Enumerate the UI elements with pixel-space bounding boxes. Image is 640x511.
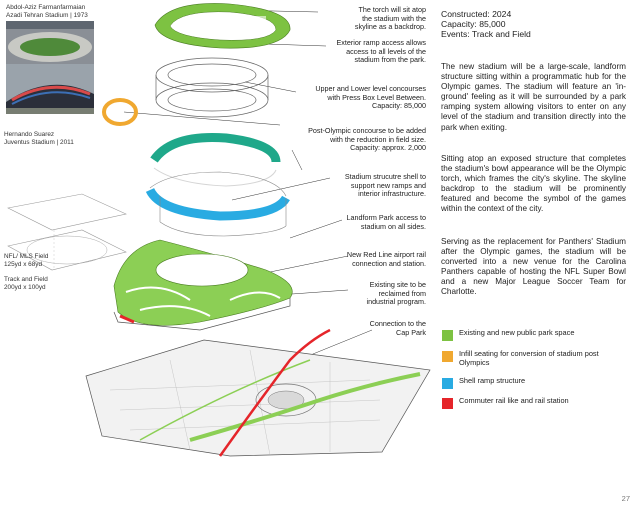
- annotation-redline: New Red Line airport rail connection and station.: [346, 250, 426, 268]
- legend-swatch-infill: [442, 351, 453, 362]
- spec-events: Events: Track and Field: [441, 29, 531, 40]
- legend-label-rail: Commuter rail like and rail station: [459, 396, 569, 405]
- legend-item-shell: [442, 376, 632, 392]
- legend-swatch-rail: [442, 398, 453, 409]
- legend-label-shell: Shell ramp structure: [459, 376, 526, 385]
- legend-item-park: [442, 328, 632, 344]
- nfl-field-dims: 125yd x 68yd: [4, 260, 43, 268]
- annotation-post-olympic: Post-Olympic concourse to be added with the reduction in field size. Capacity: approx. 2,000: [308, 126, 426, 153]
- annotation-concourse: Upper and Lower level concourses with Press Box Level Between. Capacity: 85,000: [315, 84, 426, 111]
- site-base-model: [86, 330, 430, 456]
- photo-caption-juventus: [4, 131, 74, 146]
- paragraph-intro: The new stadium will be a large-scale, landform structure sitting within a programmatic hub for the Olympic games. The stadium will feature an 'in-ground' feeling as it will be surrounded by a park ramping system allowing visitors to enter on any level of the stadium and transition directly into the park when exiting.: [441, 62, 626, 132]
- project-specs: [441, 9, 531, 40]
- legend-swatch-shell: [442, 378, 453, 389]
- annotation-ramp: Exterior ramp access allows access to all levels of the stadium from the park.: [336, 38, 426, 65]
- annotation-torch: The torch will sit atop the stadium with the skyline as a backdrop.: [354, 5, 426, 32]
- paragraph-torch: Sitting atop an exposed structure that completes the stadium's bowl appearance will be the Olympic torch, which frames the city's skyline. The skyline backdrop to the stadium will be prominently featured and become the symbol of the games within the context of the city.: [441, 154, 626, 214]
- infill-ring: [104, 100, 136, 124]
- photo-caption-azadi-name: Abdol-Aziz Farmanfarmaian: [6, 4, 86, 11]
- legend-label-infill: Infill seating for conversion of stadium post Olympics: [459, 349, 599, 367]
- post-olympic-concourse-ring: [154, 137, 276, 186]
- annotation-existing: Existing site to be reclaimed from industrial program.: [366, 280, 426, 307]
- legend-item-rail: [442, 396, 632, 412]
- annotation-landform: Landform Park access to stadium on all sides.: [346, 213, 426, 231]
- photo-caption-azadi-detail: Azadi Tehran Stadium | 1973: [6, 11, 88, 19]
- legend-item-infill: [442, 349, 632, 371]
- track-field-title: Track and Field: [4, 276, 48, 284]
- nfl-field-title: NFL/ MLS Field: [4, 253, 49, 260]
- field-labels: [4, 253, 48, 291]
- page-number: 27: [621, 494, 630, 503]
- torch-ring: [155, 3, 290, 48]
- track-field-dims: 200yd x 100yd: [4, 283, 46, 291]
- photo-caption-juventus-detail: Juventus Stadium | 2011: [4, 138, 74, 146]
- annotation-shell: Stadium strucutre shell to support new ramps and interior infrastructure.: [344, 172, 426, 199]
- paragraph-conversion: Serving as the replacement for Panthers' Stadium after the Olympic games, the stadium will be converted into a new venue for the Carolina Panthers capable of hosting the NFL Super Bowl and a new Major League Soccer Team for Charlotte.: [441, 237, 626, 297]
- landform-park: [114, 240, 292, 330]
- shell-ramp-ring: [150, 172, 286, 236]
- photo-caption-azadi: [6, 4, 88, 19]
- annotation-cap-park: Connection to the Cap Park: [369, 319, 426, 337]
- photo-caption-juventus-name: Hernando Suarez: [4, 131, 55, 138]
- concourse-rings: [156, 58, 268, 117]
- spec-constructed: Constructed: 2024: [441, 9, 512, 19]
- spec-capacity: Capacity: 85,000: [441, 19, 506, 30]
- legend-label-park: Existing and new public park space: [459, 328, 575, 337]
- legend-swatch-park: [442, 330, 453, 341]
